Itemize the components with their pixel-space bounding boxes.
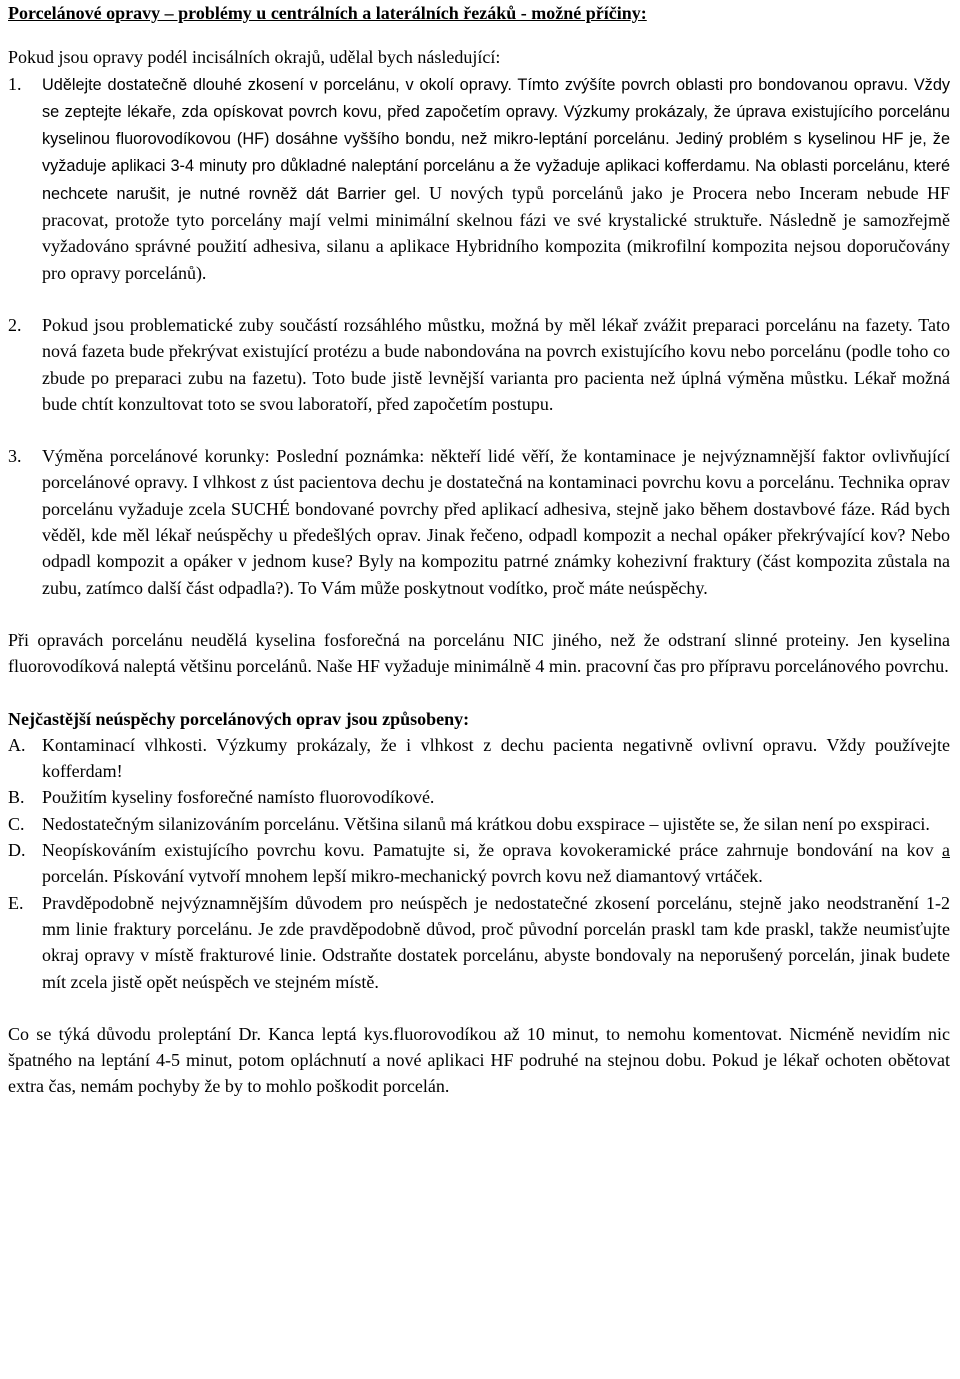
list-marker: A. — [8, 734, 26, 755]
repair-1-part-c: Jediný problém s kyselinou HF je, že vyžaduje aplikaci 3-4 minuty pro důkladné naleptání porcelánu a že vyžaduje aplikaci kofferdamu. Na oblasti porcelánu, které nechcete narušit, je nutné rovněž dát Barrier gel. — [42, 130, 951, 203]
repair-item-2 — [8, 312, 950, 417]
list-marker: 2. — [8, 314, 22, 335]
failure-item-e-body: Pravděpodobně nejvýznamnějším důvodem pro neúspěch je nedostatečné zkosení porcelánu, stejně jako neodstranění 1-2 mm linie fraktury porcelánu. Je zde pravděpodobně důvod, proč původní porcelán praskl tam kde praskl, takže neumisťujte okraj opravy v místě frakturové linie. Odstraňte dostatek porcelánu, abyste bondovaly na neporušený porcelán, jinak budete mít zcela jistě opět neúspěch ve stejném místě. — [42, 892, 950, 992]
document-title: Porcelánové opravy – problémy u centrálních a laterálních řezáků - možné příčiny: — [8, 3, 647, 23]
failure-d-underlined: a — [942, 840, 950, 861]
repair-item-1 — [8, 71, 950, 286]
list-marker: 1. — [8, 73, 22, 94]
failure-item-b-body: Použitím kyseliny fosforečné namísto fluorovodíkové. — [42, 787, 435, 808]
failure-item-a-body: Kontaminací vlhkosti. Výzkumy prokázaly, že i vlhkost z dechu pacienta negativně ovlivní opravu. Vždy používejte kofferdam! — [42, 734, 950, 782]
failure-item-c-body: Nedostatečným silanizováním porcelánu. Většina silanů má krátkou dobu exspirace – ujistěte se, že silan není po exspiraci. — [42, 813, 930, 834]
failures-heading: Nejčastější neúspěchy porcelánových oprav jsou způsobeny: — [8, 708, 470, 729]
list-marker: B. — [8, 787, 25, 808]
failure-item-d — [8, 837, 950, 890]
failure-d-text-after: porcelán. Pískování vytvoří mnohem lepší mikro-mechanický povrch kovu než diamantový vrtáček. — [42, 866, 763, 887]
list-marker: 3. — [8, 446, 22, 467]
intro-text: Pokud jsou opravy podél incisálních okrajů, udělal bych následující: — [8, 47, 501, 68]
closing-paragraph: Co se týká důvodu proleptání Dr. Kanca leptá kys.fluorovodíkou až 10 minut, to nemohu komentovat. Nicméně nevidím nic špatného na leptání 4-5 minut, potom opláchnutí a nové aplikaci HF podruhé na stejnou dobu. Pokud je lékař ochoten obětovat extra čas, nemám pochyby že by to mohlo poškodit porcelán. — [8, 1023, 950, 1097]
repair-item-2-body: Pokud jsou problematické zuby součástí rozsáhlého můstku, možná by měl lékař zvážit preparaci porcelánu na fazety. Tato nová fazeta bude překrývat existující protézu a bude nabondována na povrch existujícího kovu nebo porcelánu (podle toho co zbude po preparaci zubu na fazetu). Toto bude jistě levnější varianta pro pacienta než úplná výměna můstku. Lékař možná bude chtít konzultovat toto se svou laboratoří, před započetím postupu. — [42, 314, 950, 414]
list-marker: E. — [8, 892, 24, 913]
list-marker: D. — [8, 840, 26, 861]
failure-item-e — [8, 890, 950, 995]
failure-item-c — [8, 811, 950, 837]
repair-1-part-a: Udělejte dostatečně dlouhé zkosení v porcelánu, v okolí opravy. Tímto zvýšíte povrch oblasti pro bondovanou opravu. — [42, 75, 908, 94]
repair-item-3-body: Výměna porcelánové korunky: Poslední poznámka: někteří lidé věří, že kontaminace je nejvýznamnější faktor ovlivňující porcelánové opravy. I vlhkost z úst pacientova dechu je dostatečná na kontaminaci povrchu kovu a porcelánu. Technika oprav porcelánu vyžaduje zcela SUCHÉ bondované povrchy před aplikací adhesiva, stejně jako během dostavbové fáze. Rád bych věděl, kde měl lékař neúspěchy u předešlých oprav. Jinak řečeno, odpadl kompozit a nechal opáker překrývající kov? Nebo odpadl kompozit a opáker v jednom kuse? Byly na kompozitu patrné známky kohezivní fraktury (část kompozita zůstala na zubu, zatímco další část odpadla?). To Vám může poskytnout vodítko, proč máte neúspěchy. — [42, 446, 950, 598]
phosphoric-acid-paragraph: Při opravách porcelánu neudělá kyselina fosforečná na porcelánu NIC jiného, než že odstraní slinné proteiny. Jen kyselina fluorovodíková naleptá většinu porcelánů. Naše HF vyžaduje minimálně 4 min. pracovní čas pro přípravu porcelánového povrchu. — [8, 629, 950, 677]
repair-item-1-body — [42, 71, 950, 286]
repair-item-3 — [8, 443, 950, 601]
failure-item-d-body — [42, 837, 950, 890]
list-marker: C. — [8, 813, 25, 834]
failure-item-b — [8, 784, 950, 810]
repair-1-part-d: U nových typů porcelánů jako je Procera nebo Inceram nebude HF pracovat, protože tyto porcelány mají velmi minimální skelnou fázi ve své krystalické struktuře. Následně je samozřejmě vyžadováno správné použití adhesiva, silanu a aplikace Hybridního kompozita (mikrofilní kompozita nejsou doporučovány pro opravy porcelánů). — [42, 182, 951, 283]
failure-item-a — [8, 732, 950, 785]
repair-1-part-b: Vždy se zeptejte lékaře, zda opískovat povrch kovu, před započetím opravy. Výzkumy prokázaly, že úprava existujícího porcelánu kyselinou fluorovodíkovou (HF) dosáhne vyššího bondu, než mikro-leptání porcelánu. — [42, 75, 951, 149]
failure-d-text-before: Neopískováním existujícího povrchu kovu. Pamatujte si, že oprava kovokeramické práce zahrnuje bondování na kov — [42, 840, 942, 861]
